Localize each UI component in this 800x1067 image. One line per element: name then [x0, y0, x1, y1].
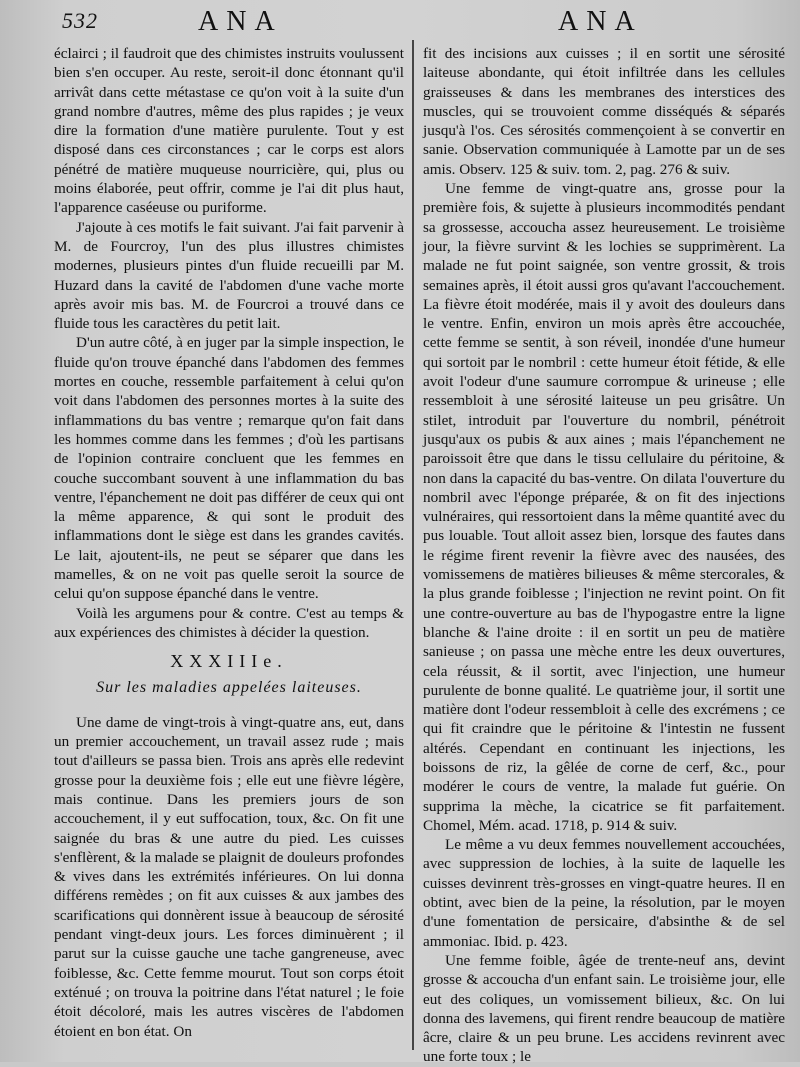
paragraph: D'un autre côté, à en juger par la simple inspection, le fluide qu'on trouve épanché dans l'abdomen des femmes mortes en couche, ressemble parfaitement à celui qu'on voit dans l'abdomen des personnes mortes à la suite des inflammations du bas ventre ; remarque qu'on fait dans les hommes comme dans les femmes ; d'où les partisans de l'opinion contraire concluent que les femmes en couche succombant souvent à une inflammation du bas ventre, l'épanchement ne doit pas différer de ceux qui ont la même apparence, & qui sont le produit des inflammations dont le siège est dans les grandes cavités. Le lait, ajoutent-ils, ne peut se séparer que dans les mamelles, & on ne voit pas quelle seroit la source de celui qu'on suppose épanché dans le ventre. [54, 334, 404, 603]
paragraph: Une femme foible, âgée de trente-neuf ans, devint grosse & accoucha d'un enfant sain. Le troisième jour, elle eut des coliques, un vomissement bilieux, &c. On lui donna des lavemens, qui firent rendre beaucoup de matière âcre, claire & un peu brune. Les accidens revinrent avec une forte toux ; le [423, 951, 785, 1066]
right-column [423, 44, 785, 1067]
paragraph: Le même a vu deux femmes nouvellement accouchées, avec suppression de lochies, à la suite de laquelle les cuisses devinrent très-grosses en vingt-quatre heures. Il en obtint, avec bien de la peine, la résolution, par le moyen d'une fomentation de persicaire, d'absinthe & de sel ammoniac. Ibid. p. 423. [423, 836, 785, 950]
column-divider [412, 40, 414, 1050]
section-number: XXXIIIe. [170, 651, 288, 672]
paragraph: Une dame de vingt-trois à vingt-quatre ans, eut, dans un premier accouchement, un travail assez rude ; mais tout d'ailleurs se passa bien. Trois ans après elle redevint grosse pour la deuxième fois ; elle eut une fièvre légère, mais continue. Dans les premiers jours de son accouchement, il y eut suffocation, toux, &c. On fit une saignée du bras & une autre du pied. Les cuisses s'enflèrent, & la malade se plaignit de douleurs profondes & vives dans les extrémités inférieures. On lui donna différens remèdes ; on fit aux cuisses & aux jambes des scarifications qui donnèrent issue à beaucoup de sérosité pendant vingt-deux jours. Les forces diminuèrent ; il parut sur la cuisse gauche une tache gangreneuse, avec foiblesse, &c. Cette femme mourut. Tout son corps étoit exténué ; on trouva la poitrine dans l'état naturel ; le foie étoit décoloré, mais les autres viscères de l'abdomen étoient en bon état. On [54, 713, 404, 1040]
left-column [54, 44, 404, 1041]
paragraph: Voilà les argumens pour & contre. C'est au temps & aux expériences des chimistes à décider la question. [54, 604, 404, 641]
page-number: 532 [62, 8, 98, 33]
running-head-left: ANA [198, 6, 283, 37]
paragraph: Une femme de vingt-quatre ans, grosse pour la première fois, & sujette à plusieurs incommodités pendant sa grossesse, accoucha assez heureusement. Le troisième jour, la fièvre survint & les lochies se supprimèrent. La malade ne fut point saignée, son ventre grossit, & trois semaines après, il étoit aussi gros qu'avant l'accouchement. La fièvre étoit modérée, mais il y avoit des douleurs dans le ventre. Enfin, environ un mois après être accouchée, cette femme se sentit, à son réveil, inondée d'une humeur qui sortoit par le nombril : cette humeur étoit fétide, & elle avoit l'odeur d'une saumure corrompue & urineuse ; elle ressembloit à une sérosité laiteuse un peu grisâtre. Un stilet, introduit par l'ouverture du nombril, pénétroit jusqu'aux os pubis & aux aines ; mais l'épanchement ne paroissoit être que dans le tissu cellulaire du péritoine, & non dans la capacité du bas-ventre. On dilata l'ouverture du nombril avec l'éponge préparée, & on fit des injections vulnéraires, qui ressortoient dans la même quantité avec du pus louable. Tout alloit assez bien, lorsque des fautes dans le régime firent revenir la fièvre avec des nausées, des vomissemens de matières bilieuses & même stercorales, & la plus grande foiblesse ; l'injection ne revint point. On fit une contre-ouverture au bas de l'hypogastre entre la ligne blanche & l'aine droite : il en sortit un peu de matière sanieuse ; on passa une mèche entre les deux ouvertures, cela réussit, & il sortit, avec l'injection, une humeur purulente de bonne qualité. Le quatrième jour, il sortit une matière dont l'odeur ressembloit à celle des excrémens ; ce qui fit craindre que le péritoine & l'intestin ne fussent altérés. Cependant en continuant les injections, les boissons de riz, la gêlée de corne de cerf, &c., pour modérer le cours de ventre, la malade fut guérie. On supprima la mèche, la cicatrice se fit parfaitement. Chomel, Mém. acad. 1718, p. 914 & suiv. [423, 180, 785, 834]
paragraph: J'ajoute à ces motifs le fait suivant. J'ai fait parvenir à M. de Fourcroy, l'un des plus illustres chimistes modernes, plusieurs pintes d'un fluide recueilli par M. Huzard dans la cavité de l'abdomen d'une vache morte après avoir mis bas. M. de Fourcroi a trouvé dans ce fluide tous les caractères du petit lait. [54, 218, 404, 333]
running-head [0, 6, 800, 36]
paragraph: fit des incisions aux cuisses ; il en sortit une sérosité laiteuse abondante, qui étoit infiltrée dans les cellules graisseuses & dans les membranes des interstices des muscles, qui se trouvoient comme disséqués & séparés jusqu'à l'os. Ces sérosités commençoient à se convertir en sanie. Observation communiquée à Lamotte par un de ses amis. Observ. 125 & suiv. tom. 2, pag. 276 & suiv. [423, 45, 785, 178]
section-title: Sur les maladies appelées laiteuses. [96, 678, 362, 696]
running-head-right: ANA [558, 6, 643, 37]
paragraph: éclairci ; il faudroit que des chimistes instruits voulussent bien s'en occuper. Au reste, seroit-il donc étonnant qu'il arrivât dans cette métastase ce qu'on voit à la suite d'un grand nombre d'autres, même des plus rapides ; je veux dire la formation d'une matière purulente. Tout y est disposé dans ces circonstances ; car le corps est alors pénétré de matière muqueuse nourricière, qui, plus ou moins élaborée, peut offrir, comme je l'ai dit plus haut, l'apparence caséeuse ou puriforme. [54, 45, 404, 217]
